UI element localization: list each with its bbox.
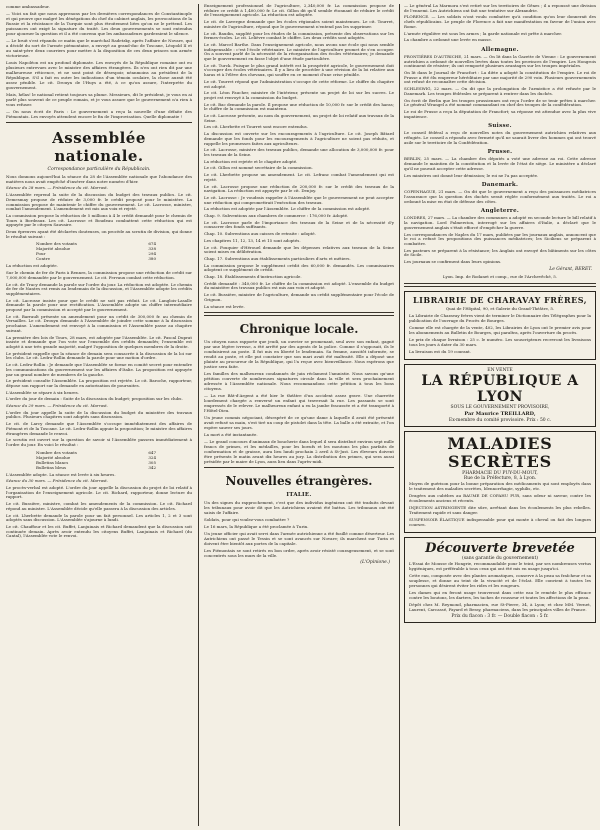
article-text: Un des signes du rapprochement, c'est que des individus ingénieux ont été traduits devant les tribunaux pour avoir dit que les Autrichiens avaient été battus. Les tribunaux ont été saisis de l'affaire. <box>204 500 394 516</box>
ad-text: INJECTION ASTRINGENTE dite sûre, arrêtant dans les écoulements les plus rebelles. Traitement rapide et sans danger. <box>409 504 591 515</box>
vote-table-2 <box>36 450 156 470</box>
article-text: Le cit. de Lavergne demande que les écoles régionales soient maintenues. Le cit. Tourret, ministre de l'agriculture, répond que le gouvernement n'entend pas les supprimer. <box>204 19 394 29</box>
ad-label: EN VENTE <box>487 367 513 373</box>
article-text: Mais, hélas! le national retient toujours sa plume. Messieurs, dit le président, je vous en ai parlé plus souvent de ce peuple romain, et je vous assure que le gouvernement n'a rien à vous refuser. <box>6 92 192 107</box>
ad-title: MALADIES SECRÈTES <box>447 433 553 471</box>
article-text: Le cit. Bac demande la parole. Il propose une réduction de 10,000 fr. sur le crédit des haras; le chiffre de la commission est maintenu. <box>204 101 394 112</box>
ad-subtitle: PHARMACIE DU PUY-DU-MOUT, <box>462 470 538 476</box>
article-text: On lit dans le Journal de Francfort : La diète a adopté la constitution de l'empire. Le roi de Prusse a été élu empereur héréditaire par une majorité de 290 voix. Plusieurs gouvernements ont refusé de reconnaître cette décision. <box>404 70 596 85</box>
column-middle <box>204 4 394 826</box>
article-text: Le cit. Lacrosse parle de l'importance des travaux de la Seine et de la nécessité d'y consacrer des fonds suffisants. <box>204 219 394 230</box>
advertisement-charavay <box>404 291 596 360</box>
article-text: Le roi de Prusse a reçu la députation de Francfort; sa réponse est attendue avec la plus vive impatience. <box>404 108 596 119</box>
article-text: Chap. 9. Subventions aux chambres de commerce : 176,000 fr. Adopté. <box>204 213 349 219</box>
session-heading: Séance du 29 mars. — Présidence du cit. Marrast. <box>6 403 109 409</box>
divider <box>204 467 394 468</box>
article-text: La première des lois de Tours, 28 mars, est adoptée par l'Assemblée. Le cit. Pascal Duprat insiste et demande que l'on vote sur l'ensemble des crédits demandés; l'ensemble est adopté à une très grande majorité, malgré l'opposition de quelques membres de la droite. <box>6 334 192 349</box>
article-text: Les Piémontais se sont retirés en bon ordre, après avoir résisté courageusement, et se sont concentrés sous les murs de la ville. <box>204 548 394 559</box>
article-text: La mort a été instantanée. <box>204 432 258 438</box>
divider <box>404 283 596 287</box>
article-text: Chap. 18. Établissements d'instruction agricole. <box>204 274 302 280</box>
article-text: La réduction est adoptée par l'Assemblée. Le chiffre de la commission est adopté. <box>204 206 371 212</box>
vote-row: Pour 294 <box>36 251 156 257</box>
article-text: Soldats, pour qui voulez-vous combattre ? <box>204 517 290 523</box>
article-text: Le cit. Lacrosse présente, au nom du gouvernement, un projet de loi relatif aux travaux de la Seine. <box>204 113 394 123</box>
ad-title: LIBRAIRIE DE CHARAVAY FRÈRES, <box>412 294 588 305</box>
article-text: Le cit. de Tracy demande la parole sur l'ordre du jour. La réduction est adoptée. Le chemin de fer de Nantes est remis au lendemain de la discussion, et l'Assemblée adopte les crédits supplémentaires. <box>6 281 192 296</box>
article-text: — Voici un fait que nous apprenons par les dernières correspondances de Constantinople et qui prouve que malgré les dénégations du chef du cabinet anglais, les provocations de la Russie et la résistance de la Turquie sont plus étroitement liées qu'on ne le prétend. Les puissances ont exigé la signature du traité. Les deux gouvernements se sont entendus pour ajourner la question et il a été convenu que les ambassadeurs garderaient le silence. <box>6 11 192 36</box>
ad-text: Les dames qui en feront usage trouveront dans cette eau le remède le plus efficace contre les boutons, les dartres, les taches de rousseur et toutes les affections de la peau. <box>409 589 591 600</box>
article-text: L'ordre du jour appelle la suite de la discussion du budget du ministère des travaux publics. Plusieurs chapitres sont adoptés sans discussion. <box>6 409 192 420</box>
ad-text: Le prix de chaque livraison : 25 c. le numéro. Les souscripteurs recevront les livraisons tous les jours à dater du 30 mars. <box>409 336 591 347</box>
vote-row: Contre 380 <box>36 256 156 262</box>
article-text: Chap. 10. Subventions aux caisses de retraite : adopté. <box>204 231 316 237</box>
section-heading-assembly: Assemblée nationale. <box>52 129 146 165</box>
ad-subtitle: SOUS LE GOUVERNEMENT PROVISOIRE, <box>450 404 550 410</box>
article-text: Le cit. Chauffour et les cit. Buffet, Lanjuinais et Richard demandent que la discussion soit continuée demain. Après avoir entendu les citoyens Buffet, Lanjuinais et Richard (du Cantal), l'Assemblée vote le renvoi. <box>6 523 192 539</box>
article-text: Le cit. Ledru-Rollin : Je demande que l'Assemblée se forme en comité secret pour entendre les communications du gouvernement sur les affaires d'Italie. La proposition est appuyée par un grand nombre de membres de la gauche. <box>6 362 192 377</box>
article-text: Le cit. Marcel Barthe. Dans l'enseignement agricole, nous avons une école qui nous semble indispensable : c'est l'école vétérinaire. Le ministre de l'agriculture promet de s'en occuper. On a souvent parlé de la nécessité de la réorganisation des écoles vétérinaires; je demande que le gouvernement en fasse l'objet d'une étude particulière. <box>204 41 394 62</box>
ad-title: Découverte brevetée <box>425 540 575 556</box>
country-heading: Allemagne. <box>481 46 519 53</box>
section-heading-local: Chronique locale. <box>239 322 359 337</box>
ad-address: Rue de la Préfecture, 8, à Lyon. <box>463 475 537 481</box>
article-text: BERLIN, 25 mars. — La chambre des députés a voté une adresse au roi. Cette adresse demande le maintien de la constitution et la levée de l'état de siège. Le ministère a déclaré qu'il ne pouvait accepter cette adresse. <box>404 156 596 171</box>
article-text: Le cit. Lacrosse insiste pour que le crédit ne soit pas réduit. Le cit. Langlois-Lasalle demande la parole pour une rectification. L'Assemblée adopte un chiffre intermédiaire proposé par la commission et accepté par le gouvernement. <box>6 297 192 313</box>
article-text: Le procès-verbal est adopté. L'ordre du jour appelle la discussion du projet de loi relatif à l'organisation de l'enseignement agricole. Le cit. Richard, rapporteur, donne lecture du rapport. <box>6 485 192 500</box>
article-text: Le cit. Lherbette propose un amendement. Le cit. Lefranc combat l'amendement qui est rejeté. <box>204 172 394 182</box>
article-text: Le cit. Lherbette demande la parole pour un fait personnel. Les articles 1, 2 et 3 sont adoptés sans discussion. L'Assemblée s'ajourne à lundi. <box>6 512 192 523</box>
article-text: — On nous écrit de Paris : Le gouvernement a reçu la nouvelle d'une défaite des Piémontais. Les envoyés attendent encore le fin de l'improvisation. Quelle diplomatie ! <box>6 109 192 119</box>
article-text: Sur le chemin de fer de Paris à Rennes, la commission propose une réduction de crédit sur 7,000,000 demandée par le gouvernement. Le cit. Fervaux combat cette réduction. <box>6 270 192 280</box>
article-text: L'Assemblée se sépare à six heures. <box>6 389 80 395</box>
article-text: L'Assemblée reprend la suite de la discussion du budget des travaux publics. Le cit. Demesmay propose de réduire de 3,000 fr. le crédit proposé pour le ministère. La commission propose de maintenir le chiffre du gouvernement. Le cit. Lacrosse, ministre, combat l'amendement. L'amendement est mis aux voix et rejeté. <box>6 192 192 212</box>
article-text: Le cit. Lacrosse propose une réduction de 200,000 fr. sur le crédit des travaux de la navigation. La réduction est appuyée par le cit. Denjoy. <box>204 183 394 194</box>
ad-text: Moyen de guérison pour la bonne préparation des médicaments qui sont employés dans le traitement des maladies secrètes, blennorrhagie, syphilis, etc. <box>409 480 591 491</box>
article-text: Crédit demandé : 340,000 fr. Le chiffre de la commission est adopté. L'ensemble du budget du ministère des travaux publics est mis aux voix et adopté. <box>204 280 394 291</box>
ad-text: Comme elle est chargée de la vente, 402, les Librairies de Lyon ont le premier avis pour les abonnements au Bulletin de Bourges, qui paraîtra, après l'ouverture du procès. <box>409 324 591 335</box>
ad-author: Par Maurice TREILLARD, <box>464 410 536 417</box>
article-text: Le cit. Lacrosse, ministre des travaux publics, demande une allocation de 3,000,000 fr. pour les travaux de la Seine. <box>204 147 394 157</box>
article-text: La discussion est ouverte sur les encouragements à l'agriculture. Le cit. Joseph Bâtard demande que les fonds pour les encouragements à l'agriculture ne soient pas réduits, et rappelle les promesses faites aux agriculteurs. <box>204 131 394 146</box>
ad-subtitle: (sans garantie du gouvernement) <box>461 555 539 561</box>
section-subheading: Correspondance particulière du Républicain. <box>47 167 151 172</box>
article-text: SCHLESWIG, 22 mars. — On dit que la prolongation de l'armistice a été refusée par le Danemark. Les troupes fédérales se préparent à rentrer dans les duchés. <box>404 86 596 96</box>
article-text: Un jeune commis négociant, désespéré de ce qu'une dame à laquelle il avait été présenté avait refusé sa main, s'est tiré un coup de pistolet dans la tête. La balle a été extraite, et l'on espère sauver ses jours. <box>204 415 394 431</box>
article-text: Un citoyen nous rapporte que jeudi, un ouvrier se promenant, seul avec son enfant, gagné par une légère ivresse, a été arrêté par des agents de la police. Comme il s'opposait, ils le conduisirent au poste. Il fut mis en liberté le lendemain. Sa femme, aussitôt informée, se rendit au poste, et elle put constater que son mari avait été maltraité. Elle a déposé une plainte au procureur de la République, qui l'a reçue avec bienveillance. Nous espérons que justice sera faite. <box>204 339 394 370</box>
vote-row: Bulletins blancs 305 <box>36 459 156 465</box>
ad-text: La Librairie de Charavay frères vient de terminer le Dictionnaire des Télégraphes pour la publication de l'ouvrage du Procès de Bourges. <box>409 312 591 323</box>
vote-row: Bulletins bleus 342 <box>36 464 156 470</box>
session-heading: Séance du 28 mars. — Présidence du cit. Marrast. <box>6 185 109 191</box>
article-text: Le cit. Turck. Puisque le plus grand intérêt est la prospérité agricole, le gouvernement doit s'occuper des écoles vétérinaires. Il y a lieu de procéder à une révision de la loi relative aux haras et à l'élève des chevaux, qui souffre en ce moment d'une crise pénible. <box>204 62 394 78</box>
vote-row: Majorité absolue 338 <box>36 246 156 252</box>
divider <box>6 122 192 123</box>
article-text: Le cit. Lacrosse : Je voudrais rappeler à l'Assemblée que le gouvernement ne peut accepter une réduction qui compromettrait l'exécution des travaux. <box>204 194 394 205</box>
ad-title: LA RÉPUBLIQUE A LYON <box>421 372 579 405</box>
vote-row: Majorité absolue 324 <box>36 454 156 460</box>
article-text: — Le grand concours d'animaux de boucherie dans lequel il sera distribué environ sept mille francs de primes, et les médailles, pour les boeufs et les moutons les plus parfaits de conformation et de graisse, aura lieu lundi prochain 2 avril à St-Just. Les éleveurs doivent être présents le matin avant dix heures au jury. La distribution des primes, qui sera aussi présidée par le maire de Lyon, aura lieu dans l'après-midi. <box>204 439 394 465</box>
article-text: La commission propose la réduction de 5 millions à 4 le crédit demandé pour le chemin de Tours à Bordeaux. Les cit. Lacrosse et Boudeau combattent cette réduction qui est appuyée par le citoyen Sauvaire. <box>6 212 192 228</box>
article-text: Le cit. Bussière, ministre de l'agriculture, demande un crédit supplémentaire pour l'école de Grignon. <box>204 292 394 302</box>
article-text: Les familles des malheureux condamnés de juin réclament l'amnistie. Nous savons qu'une pétition couverte de nombreuses signatures circule dans la ville et sera prochainement adressée à l'Assemblée nationale. Nous recommandons cette pétition à tous les bons citoyens. <box>204 371 394 392</box>
article-text: La séance est levée. <box>204 303 245 309</box>
advertisement-republique <box>404 364 596 427</box>
ad-text: L'Essai de Mousse de Hongrie, recommandable pour le teint, par ses nombreuses vertus hygiéniques, est préférable à tous ceux qui ont été mis en usage jusqu'ici. <box>409 560 591 571</box>
article-text: L'Assemblée adopte. La séance est levée à six heures. <box>6 471 116 477</box>
article-text: Nous donnons aujourd'hui la séance du 28 de l'Assemblée nationale que l'abondance des matières nous avait empêché d'insérer dans notre numéro d'hier. <box>6 174 192 184</box>
printer-imprint: Lyon. Imp. de Rodanet et comp., rue de l'Archevêché, 5. <box>442 273 558 279</box>
article-text: Un jeune officier qui avait servi dans l'armée autrichienne a été fusillé comme déserteur. Les Autrichiens ont passé le Tessin et se sont avancés sur Novare; ils marchent sur Turin et doivent être bientôt aux portes de la capitale. <box>204 531 394 547</box>
ad-text: Cette eau, composée avec des plantes aromatiques, conserve à la peau sa fraîcheur et sa souplesse, et donne au teint de la vivacité et de l'éclat. Elle convient à toutes les personnes qui désirent éviter les rides et les rougeurs. <box>409 572 591 588</box>
article-text: La chambre a ordonné une levée en masse. <box>404 37 492 43</box>
article-text: — Le bruit s'est répandu ce matin que le maréchal Radetzky, après l'affaire de Novare, qui a décidé du sort de l'armée piémontaise, a envoyé au grand-duc de Toscane, Léopold II et au saint-père deux courriers pour mettre à la disposition de ces deux princes son armée victorieuse. <box>6 38 192 58</box>
source-attribution: (L'Opinione.) <box>360 560 390 566</box>
vote-table-1 <box>36 241 156 261</box>
article-text: Le cit. Bussière, ministre, combat les amendements de la commission. Le cit. Richard répond au ministre. L'Assemblée décide qu'elle passera à la discussion des articles. <box>6 501 192 511</box>
article-text: L'armée régulière est sous les armes ; la garde nationale est prête à marcher. <box>404 30 562 36</box>
article-text: Deux épreuves ayant été déclarées douteuses, on procède au scrutin de division, qui donne le résultat suivant : <box>6 229 192 239</box>
ad-text: La livraison est du 19 courant. <box>409 348 472 354</box>
column-left <box>6 4 192 826</box>
article-text: Le cit. Gillon est nommé secrétaire de la commission. <box>204 165 313 171</box>
ad-text: Dépôt chez M. Reymond, pharmacien, rue St-Pierre, 34, à Lyon; et chez MM. Vernet, Laurent, Carcassé, Fayard et Bessy, pharmaciens, dans les principales villes de France. <box>409 601 591 612</box>
advertisement-decouverte <box>404 537 596 623</box>
article-text: Le cit. Fouquier d'Hérouel demande que les dépenses relatives aux travaux de la Seine soient mises en délibération. <box>204 244 394 255</box>
article-text: — Le général La Marmora s'est retiré sur les territoires de Gênes ; il a repoussé une division de l'ennemi. Les Autrichiens ont fait une tentative sur Alexandrie. <box>404 4 596 13</box>
divider <box>204 312 394 316</box>
column-right <box>404 4 596 826</box>
ad-address: Quai de l'Hôpital, 90, et Galerie du Grand-Théâtre, 5. <box>445 305 555 311</box>
article-text: LONDRES, 27 mars. — La chambre des communes a adopté en seconde lecture le bill relatif à la navigation. Lord Palmerston, interrogé sur les affaires d'Italie, a déclaré que le gouvernement anglais s'était efforcé d'empêcher la guerre. <box>404 215 596 230</box>
section-heading-foreign: Nouvelles étrangères. <box>225 474 373 489</box>
article-text: Les ministres ont donné leur démission; le roi ne l'a pas acceptée. <box>404 172 539 178</box>
vote-row: Nombre des votants 674 <box>36 241 156 247</box>
article-text: Enseignement professionnel de l'agriculture, 2,340,000 fr. La commission propose de réduire ce crédit à 1,400,000 fr. Le cit. Gillon dit qu'il semble étonnant de réduire le crédit de l'enseignement agricole. La réduction est adoptée. <box>204 4 394 18</box>
article-text: Le président consulte l'Assemblée. La proposition est rejetée. Le cit. Baroche, rapporteur, dépose son rapport sur la demande en autorisation de poursuites. <box>6 378 192 388</box>
article-text: Le cit. Barrault présente un amendement pour un crédit de 300,000 fr. au chemin de Versailles. Le cit. Drouyn demande à l'Assemblée de joindre cette somme à la discussion prochaine. L'amendement est renvoyé à la commission et l'Assemblée passe au chapitre suivant. <box>6 313 192 333</box>
article-text: Chap. 17. Subventions aux établissements particuliers d'arts et métiers. <box>204 255 351 261</box>
article-text: Le cit. de Larcy demande que l'Assemblée s'occupe immédiatement des affaires de Piémont et de la Toscane. Le cit. Ledru-Rollin appuie la proposition; le ministre des affaires étrangères demande le renvoi. <box>6 421 192 436</box>
article-text: Le cit. Baudin, suppléé pour les études de la commission, présente des observations sur les fermes-écoles. Le cit. Lelièvre combat le chiffre. Les deux crédits sont adoptés. <box>204 30 394 41</box>
article-text: Le cit. Léon Faucher, ministre de l'intérieur, présente un projet de loi sur les sucres. Le projet est renvoyé à la commission du budget. <box>204 90 394 100</box>
ad-text: Dragées aux cubèbes au BAUME DE COPAHU PUR, sans odeur ni saveur, contre les écoulements anciens et récents. <box>409 492 591 503</box>
country-heading: Prusse. <box>487 149 513 156</box>
country-heading: Suisse. <box>488 123 512 130</box>
article-text: Louis Napoléon est un profond diplomate. Les envoyés de la République romaine ont eu plusieurs entrevues avec le ministre des affaires étrangères. Ils n'en ont rien dit par une malheureuse réticence, et ne sont point de désespoir, néanmoins au président de la République. S'il a fait en outre les indications d'un témoin oculaire, la chose aurait été assez pénible. Le cit. Drouyn de l'Huys a été, à ce qu'on assure, l'interprète du gouvernement. <box>6 60 192 90</box>
column-rule-right <box>399 4 400 826</box>
article-text: Le scrutin est ouvert sur la question de savoir si l'Assemblée passera immédiatement à l'ordre du jour. En voici le résultat : <box>6 437 192 447</box>
ad-price: Prix du flacon : 3 fr. — Double flacon : 5 fr. <box>451 613 549 619</box>
ad-role: Ex-membre du comité provisoire. Prix : 50 c. <box>448 417 552 423</box>
article-text: FRONTIÈRES D'AUTRICHE, 21 mars. — On lit dans la Gazette de Vienne : Le gouvernement autrichien a ordonné de nouvelles levées dans toutes les provinces de l'empire. Les Hongrois continuent de résister; ils ont remporté plusieurs avantages sur les troupes impériales. <box>404 53 596 69</box>
article-text: Les chapitres 11, 12, 13, 14 et 15 sont adoptés. <box>204 237 301 243</box>
article-text: La réduction est adoptée. <box>6 263 58 269</box>
article-text: Les pasteurs se préparent à la résistance; les Anglais ont envoyé des bâtiments sur les côtes de Sicile. <box>404 247 596 258</box>
article-text: La réduction est rejetée et le chapitre adopté. <box>204 158 298 164</box>
article-text: Le président rappelle que la séance de demain sera consacrée à la discussion de la loi sur les clubs. Le cit. Ledru-Rollin demande la parole pour une motion d'ordre. <box>6 350 192 361</box>
article-text: Les correspondances de Naples du 17 mars, publiées par les journaux anglais, annoncent que le roi a refusé les propositions des puissances médiatrices; les Siciliens se préparent à combattre. <box>404 231 596 246</box>
article-text: La commission propose le supplément crédit des 60,000 fr. demandés. Les commissaires adoptent ce supplément de crédit. <box>204 262 394 273</box>
article-text: Le cit. Tourret répond que l'administration s'occupe de cette réforme. Le chiffre du chapitre est adopté. <box>204 78 394 89</box>
article-text: — La rue Bât-d'Argent a été hier le théâtre d'un accident assez grave. Une charrette lourdement chargée a renversé un enfant qui traversait la rue. Les passants se sont empressés de le relever. Le malheureux enfant a eu la jambe fracassée et a été transporté à l'Hôtel-Dieu. <box>204 393 394 414</box>
article-text: L'ordre du jour de demain : Suite de la discussion du budget; proposition sur les clubs. <box>6 396 183 402</box>
article-text: Le 16 mars, la République a été proclamée à Turin. <box>204 524 309 530</box>
advertisement-maladies <box>404 431 596 533</box>
article-text: Les journaux se confirment dans leurs opinions. <box>404 259 502 265</box>
country-heading: ITALIE. <box>286 492 312 499</box>
article-text: Le conseil fédéral a reçu de nouvelles notes du gouvernement autrichien relatives aux réfugiés. Le conseil a répondu avec fermeté qu'il ne saurait livrer des hommes qui ont trouvé asile sur le territoire de la Confédération. <box>404 130 596 145</box>
vote-row: Nombre des votants 647 <box>36 449 156 455</box>
article-text: comme ambassadeur. <box>6 4 50 9</box>
session-heading: Séance du 30 mars. — Présidence du cit. Marrast. <box>6 478 109 484</box>
ad-text: SUSPENSOIR ÉLASTIQUE indispensable pour qui monte à cheval ou fait des longues courses. <box>409 516 591 527</box>
article-text: COPENHAGUE, 21 mars. — On dit que le gouvernement a reçu des puissances médiatrices l'assurance que la question des duchés serait réglée conformément aux traités. Le roi a ordonné la mise en état de défense des côtes. <box>404 189 596 204</box>
country-heading: Angleterre. <box>480 208 520 215</box>
country-heading: Danemark. <box>481 182 519 189</box>
article-text: FLORENCE. — Les soldats n'ont voulu combattre qu'à condition qu'on leur donnerait des chefs républicains. Le peuple de Florence a fait une manifestation en faveur de l'union avec Rome. <box>404 14 596 29</box>
article-text: Les cit. Lherbette et Tourret sont encore entendus. <box>204 124 308 130</box>
article-text: On écrit de Berlin que les troupes prussiennes ont reçu l'ordre de se tenir prêtes à marcher. Le général Wrangel a été nommé commandant en chef des troupes de la confédération. <box>404 97 596 108</box>
editor-signature: Le Gérant, BERET. <box>549 266 592 272</box>
column-rule-left <box>198 4 199 826</box>
